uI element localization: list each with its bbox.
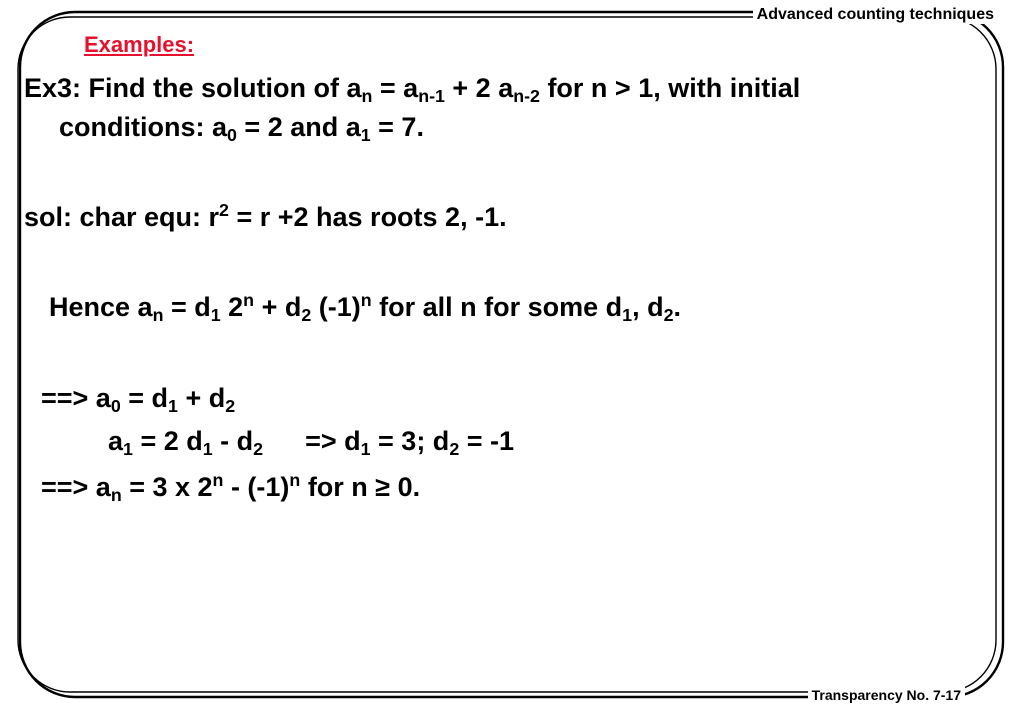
initial-condition-a0-line: ==> $a_0 = d_1 + d_2$ (41, 383, 236, 416)
section-heading: Examples: (84, 32, 195, 57)
final-solution-line: ==> $a_n = 3$ x $2^n - (-1)^n$ for n ≥ 0. (41, 470, 421, 505)
header-title: Advanced counting techniques (753, 6, 998, 24)
general-solution-line: Hence $a_n = d_1$ $2^n + d_2$ $(-1)^n$ for all n for some $d_1$, $d_2$. (49, 290, 682, 325)
problem-statement-line-2: conditions: $a_0 = 2$ and $a_1 = 7$. (59, 112, 424, 145)
initial-condition-a1-line: $a_1 = 2$ $d_1 - d_2 => d_1 = 3$; $d_2 = -1$ (108, 426, 515, 459)
problem-statement-line-1: Ex3: Find the solution of $a_n = a_{n-1} + 2$ $a_{n-2}$ for n > 1, with initial (24, 73, 801, 106)
transparency-number: Transparency No. 7-17 (808, 687, 965, 703)
characteristic-equation-line: sol: char equ: $r^2 = r +2$ has roots 2, -1. (24, 200, 507, 232)
